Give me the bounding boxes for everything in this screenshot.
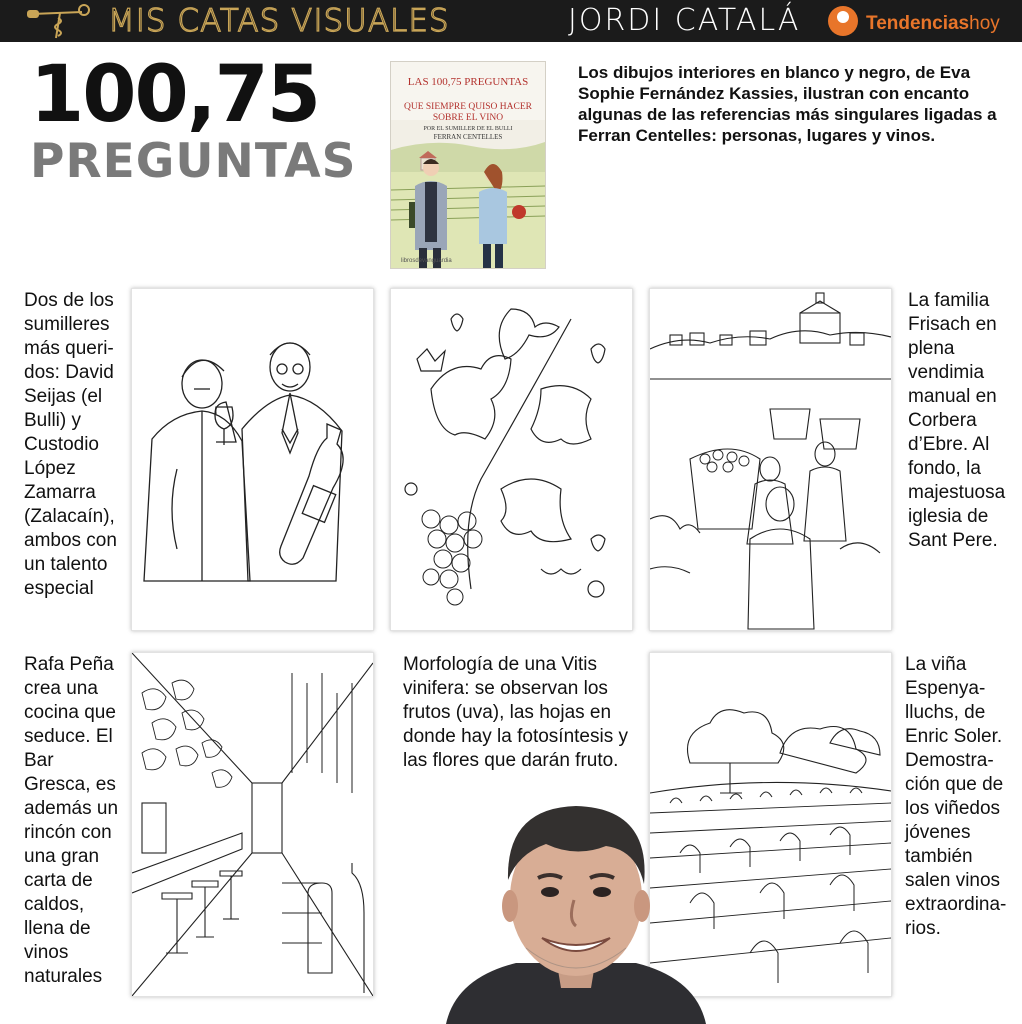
portrait-photo (446, 788, 706, 1024)
illustration-harvest (649, 288, 892, 631)
caption-espenyalluchs: La viña Espenya-lluchs, de Enric Soler. Demostra-ción que de los viñedos jóvenes también salen vinos extraordina-rios. (905, 654, 1007, 939)
book-subtitle-line-1: QUE SIEMPRE QUISO HACER (404, 102, 532, 112)
book-author (391, 125, 545, 141)
headline-word: PREGUNTAS (30, 134, 357, 189)
brand-tendencias-hoy (866, 0, 1000, 42)
corkscrew-icon (22, 2, 102, 42)
brand-jordi-catala: JORDI CATALÁ (568, 3, 801, 38)
book-author-line: POR EL SUMILLER DE EL BULLI (423, 126, 513, 132)
caption-sommeliers: Dos de los sumilleres más queri-dos: David Seijas (el Bulli) y Custodio López Zamarra (Zalacaín), ambos con un talento especial (24, 290, 117, 599)
caption-vitis-vinifera: Morfología de una Vitis vinifera: se observan los frutos (uva), las hojas en donde hay la fotosíntesis y las flores que darán fruto. (403, 654, 628, 771)
book-title: LAS 100,75 PREGUNTAS (407, 76, 529, 88)
book-subtitle (391, 102, 545, 124)
book-subtitle-line-2: SOBRE EL VINO (432, 113, 504, 123)
brand-mis-catas-visuales: MIS CATAS VISUALES (108, 3, 450, 39)
illustration-bar-gresca (131, 652, 374, 997)
book-publisher: librosdevanguardia (401, 258, 452, 264)
orange-circle-icon (826, 4, 860, 38)
caption-bar-gresca: Rafa Peña crea una cocina que seduce. El Bar Gresca, es además un rincón con una gran carta de caldos, llena de vinos naturales (24, 654, 119, 987)
header-bar (0, 0, 1022, 42)
brand-tendencias-bold: Tendencias (866, 13, 970, 34)
intro-paragraph: Los dibujos interiores en blanco y negro, de Eva Sophie Fernández Kassies, ilustran con encanto algunas de las referencias más singulares ligadas a Ferran Centelles: personas, lugares y vinos. (578, 63, 997, 145)
headline-number: 100,75 (30, 50, 319, 140)
book-cover (390, 61, 546, 269)
illustration-vitis-vinifera (390, 288, 633, 631)
illustration-sommeliers (131, 288, 374, 631)
caption-frisach-family: La familia Frisach en plena vendimia manual en Corbera d’Ebre. Al fondo, la majestuosa iglesia de Sant Pere. (908, 290, 1006, 551)
book-author-name: FERRAN CENTELLES (433, 133, 503, 141)
brand-tendencias-light: hoy (969, 13, 1000, 34)
book-cover-illustration (391, 120, 545, 268)
